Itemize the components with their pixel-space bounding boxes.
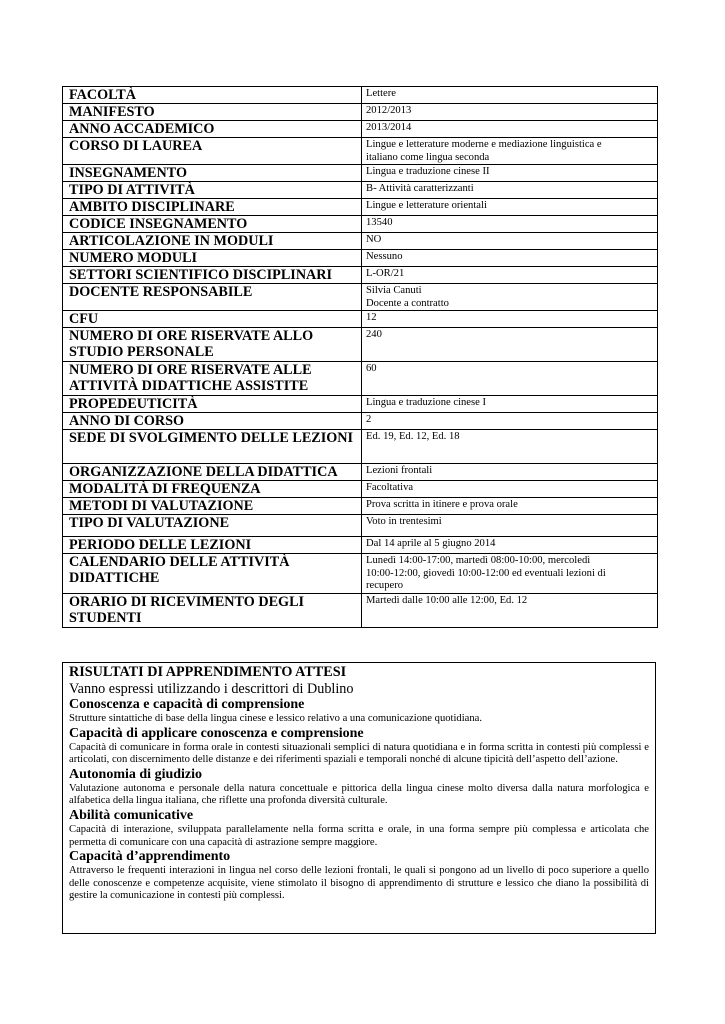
info-value-line: Lunedì 14:00-17:00, martedì 08:00-10:00, mercoledì — [366, 555, 591, 566]
info-label: NUMERO DI ORE RISERVATE ALLE ATTIVITÀ DIDATTICHE ASSISTITE — [63, 362, 362, 396]
info-value — [362, 396, 658, 413]
info-label: PERIODO DELLE LEZIONI — [63, 537, 362, 554]
info-value — [362, 515, 658, 537]
info-value-line: Martedì dalle 10:00 alle 12:00, Ed. 12 — [366, 594, 528, 606]
info-label: NUMERO DI ORE RISERVATE ALLO STUDIO PERSONALE — [63, 328, 362, 362]
info-row — [63, 311, 658, 328]
info-value-line: recupero — [366, 580, 404, 591]
outcome-heading: Capacità d’apprendimento — [69, 849, 231, 865]
info-row — [63, 593, 658, 627]
info-value-line: Nessuno — [366, 251, 403, 262]
info-value-line: L-OR/21 — [366, 268, 405, 279]
outcome-body: Attraverso le frequenti interazioni in lingua nel corso delle lezioni frontali, le quali si pongono ad un livello di poco superiore a quello delle conoscenze e competenze acquisite, viene stimolato il bisogno di apprendimento di strutture e lessico che diano la possibilità di gestire la comunicazione in contesti più complessi. — [69, 865, 649, 902]
info-label: CFU — [63, 311, 362, 328]
info-row — [63, 138, 658, 165]
outcome-heading: Autonomia di giudizio — [69, 766, 203, 782]
info-value-line: Lingue e letterature moderne e mediazione linguistica e — [366, 139, 602, 150]
info-value — [362, 554, 658, 594]
info-row — [63, 537, 658, 554]
info-value-line: NO — [366, 234, 382, 245]
info-row — [63, 554, 658, 594]
info-value — [362, 311, 658, 328]
outcome-body: Valutazione autonoma e personale della natura concettuale e pittorica della lingua cinese molto diversa dalla natura morfologica e alfabetica della lingua italiana, che riflette una profonda diversità culturale. — [69, 782, 649, 807]
info-value-line: B- Attività caratterizzanti — [366, 183, 474, 194]
info-row — [63, 233, 658, 250]
info-value-line: 2012/2013 — [366, 105, 412, 116]
info-value-line: italiano come lingua seconda — [366, 151, 490, 163]
info-label: DOCENTE RESPONSABILE — [63, 284, 362, 311]
info-value-line: Lingua e traduzione cinese II — [366, 166, 490, 177]
info-value-line: 12 — [366, 312, 377, 323]
info-label: NUMERO MODULI — [63, 250, 362, 267]
outcome-heading: Conoscenza e capacità di comprensione — [69, 697, 305, 712]
info-value-line: Lezioni frontali — [366, 465, 433, 476]
info-row — [63, 121, 658, 138]
info-value-line: Lingue e letterature orientali — [366, 200, 487, 211]
info-value — [362, 413, 658, 430]
info-row — [63, 199, 658, 216]
info-value — [362, 284, 658, 311]
info-row — [63, 481, 658, 498]
info-value-line: 10:00-12:00, giovedì 10:00-12:00 ed eventuali lezioni di — [366, 567, 606, 579]
info-value — [362, 430, 658, 464]
info-label: ORGANIZZAZIONE DELLA DIDATTICA — [63, 464, 362, 481]
info-value — [362, 250, 658, 267]
info-row — [63, 250, 658, 267]
info-value-line: 2013/2014 — [366, 122, 412, 133]
info-value — [362, 328, 658, 362]
info-row — [63, 216, 658, 233]
info-value — [362, 165, 658, 182]
info-label: ORARIO DI RICEVIMENTO DEGLI STUDENTI — [63, 593, 362, 627]
info-row — [63, 396, 658, 413]
info-label: FACOLTÀ — [63, 87, 362, 104]
info-label: SETTORI SCIENTIFICO DISCIPLINARI — [63, 267, 362, 284]
outcome-body: Capacità di interazione, sviluppata parallelamente nella forma scritta e orale, in una forma sempre più complessa e articolata che permetta di comunicare con una capacità di astrazione sempre maggiore. — [69, 823, 649, 848]
info-value — [362, 362, 658, 396]
info-value-line: Voto in trentesimi — [366, 516, 442, 527]
outcomes-title: RISULTATI DI APPRENDIMENTO ATTESI — [69, 664, 347, 680]
info-label: METODI DI VALUTAZIONE — [63, 498, 362, 515]
info-value — [362, 498, 658, 515]
info-value — [362, 593, 658, 627]
info-row — [63, 284, 658, 311]
info-label: AMBITO DISCIPLINARE — [63, 199, 362, 216]
info-label: PROPEDEUTICITÀ — [63, 396, 362, 413]
info-label: CODICE INSEGNAMENTO — [63, 216, 362, 233]
info-row — [63, 498, 658, 515]
info-value — [362, 233, 658, 250]
info-label: SEDE DI SVOLGIMENTO DELLE LEZIONI — [63, 430, 362, 464]
info-value-line: Ed. 19, Ed. 12, Ed. 18 — [366, 431, 460, 442]
info-row — [63, 104, 658, 121]
info-label: MANIFESTO — [63, 104, 362, 121]
info-value-line: 13540 — [366, 217, 393, 228]
outcomes-subtitle: Vanno espressi utilizzando i descrittori di Dublino — [69, 681, 354, 697]
info-value — [362, 104, 658, 121]
info-row — [63, 182, 658, 199]
info-value — [362, 199, 658, 216]
info-value-line: Facoltativa — [366, 482, 414, 493]
learning-outcomes-box — [62, 662, 656, 934]
info-value — [362, 121, 658, 138]
info-label: CALENDARIO DELLE ATTIVITÀ DIDATTICHE — [63, 554, 362, 594]
info-value — [362, 182, 658, 199]
info-label: ANNO DI CORSO — [63, 413, 362, 430]
outcome-body: Capacità di comunicare in forma orale in contesti situazionali semplici di natura quotidiana e in forma scritta in contesti più complessi e articolati, con discernimento delle distanze e dei riferimenti spaziali e temporali nonché di alcune tipicità dell’aspetto dell’azione. — [69, 741, 649, 766]
info-row — [63, 413, 658, 430]
info-row — [63, 362, 658, 396]
info-value-line: 2 — [366, 414, 372, 425]
info-value-line: Docente a contratto — [366, 297, 449, 309]
info-value — [362, 464, 658, 481]
outcome-body: Strutture sintattiche di base della lingua cinese e lessico relativo a una comunicazione quotidiana. — [69, 713, 483, 724]
info-value — [362, 481, 658, 498]
outcome-heading: Capacità di applicare conoscenza e comprensione — [69, 725, 364, 741]
outcome-heading: Abilità comunicative — [69, 807, 194, 823]
info-label: ANNO ACCADEMICO — [63, 121, 362, 138]
info-label: MODALITÀ DI FREQUENZA — [63, 481, 362, 498]
info-row — [63, 165, 658, 182]
info-value-line: Lingua e traduzione cinese I — [366, 397, 487, 408]
info-label: INSEGNAMENTO — [63, 165, 362, 182]
info-row — [63, 430, 658, 464]
info-value — [362, 537, 658, 554]
course-info-table — [62, 86, 658, 628]
info-value-line: 240 — [366, 329, 382, 340]
info-row — [63, 464, 658, 481]
info-value-line: Prova scritta in itinere e prova orale — [366, 499, 518, 510]
info-value — [362, 138, 658, 165]
info-label: TIPO DI ATTIVITÀ — [63, 182, 362, 199]
info-value-line: Silvia Canuti — [366, 285, 422, 296]
info-label: CORSO DI LAUREA — [63, 138, 362, 165]
info-label: TIPO DI VALUTAZIONE — [63, 515, 362, 537]
info-value — [362, 216, 658, 233]
info-row — [63, 328, 658, 362]
info-row — [63, 267, 658, 284]
info-label: ARTICOLAZIONE IN MODULI — [63, 233, 362, 250]
info-row — [63, 87, 658, 104]
info-value-line: Dal 14 aprile al 5 giugno 2014 — [366, 538, 496, 549]
info-value-line: 60 — [366, 363, 377, 374]
info-value — [362, 267, 658, 284]
outcome-sections — [69, 697, 655, 903]
info-value-line: Lettere — [366, 88, 396, 99]
info-row — [63, 515, 658, 537]
info-value — [362, 87, 658, 104]
